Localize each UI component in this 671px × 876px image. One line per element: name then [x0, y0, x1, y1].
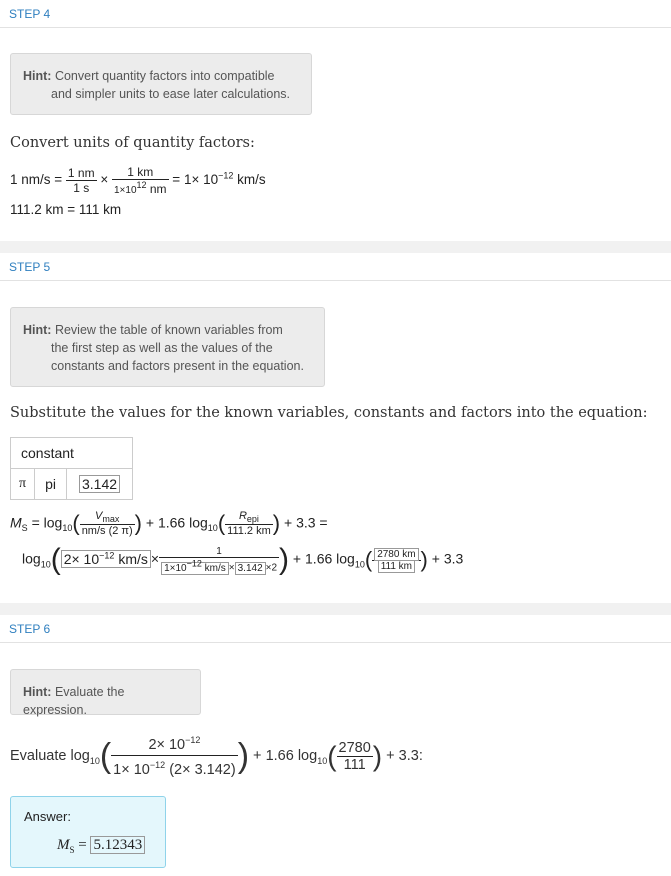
step-4-paragraph: Convert units of quantity factors:	[10, 135, 255, 151]
fraction: $\frac{1}{1\times 10^{-12} km/s \times 3.142 \times 2}$	[159, 546, 279, 573]
section-separator	[0, 241, 671, 253]
evaluate-expression: Evaluate $\log_{10}$( $\frac{2\times 10^{-12}}{1\times 10^{-12} (2\times 3.142)}$ ) + 1.66 $\log_{10}$( $\frac{2780}{111}$ ) + 3.3:	[10, 735, 423, 778]
fraction: $\frac{1 km}{1\times 10^{12} nm}$	[113, 165, 167, 196]
hint-label: Hint:	[23, 69, 52, 83]
step-6-header	[0, 615, 671, 643]
distance-conversion: 111.2 km = 111 km	[10, 202, 122, 217]
step-4-hint	[10, 53, 312, 115]
step-6-hint	[10, 669, 201, 715]
step-4-header	[0, 0, 671, 28]
step-4-label: STEP 4	[9, 7, 51, 21]
substituted-equation: $\log_{10}$( $2\times 10^{-12}$ km/s × $\frac{1}{1\times 10^{-12} km/s \times 3.142 \times 2}$ ) + 1.66 $\log_{10}$( $\frac{2780 km}{111 km}$ ) + 3.3	[22, 543, 464, 576]
fraction: $\frac{1 nm}{1 s}$	[67, 166, 95, 195]
hint-text-1: Convert quantity factors into compatible	[54, 69, 275, 83]
fraction: $\frac{V_{max}}{nm/s (2 \pi)}$	[81, 510, 133, 538]
fraction: $\frac{2780}{111}$	[338, 739, 371, 773]
table-header: constant	[11, 438, 133, 469]
answer-value: $M_S = 5.12343$	[57, 837, 145, 855]
step-5-hint	[10, 307, 325, 387]
fraction: $\frac{R_{epi}}{111.2 km}$	[227, 510, 271, 538]
table-row: π pi 3.142	[11, 469, 133, 500]
step-6-label: STEP 6	[9, 622, 51, 636]
fraction: $\frac{2780 km}{111 km}$	[372, 549, 420, 572]
hint-label: Hint:	[23, 685, 52, 699]
hint-text-1: Evaluate the expression.	[23, 685, 125, 717]
hint-text-2: the first step as well as the values of the	[51, 341, 273, 355]
hint-text-2: and simpler units to ease later calculations.	[51, 87, 291, 101]
hint-text-1: Review the table of known variables from	[54, 323, 283, 337]
hint-text-3: constants and factors present in the equation.	[51, 359, 304, 373]
constants-table	[10, 437, 133, 500]
fraction: $\frac{2\times 10^{-12}}{1\times 10^{-12} (2\times 3.142)}$	[113, 735, 236, 778]
step-5-header	[0, 253, 671, 281]
answer-label: Answer:	[24, 809, 71, 824]
step-5-label: STEP 5	[9, 260, 51, 274]
answer-box	[10, 796, 166, 868]
result-value: 5.12343	[90, 836, 145, 854]
hint-label: Hint:	[23, 323, 52, 337]
section-separator	[0, 603, 671, 615]
unit-conversion-equation: 1 nm/s = $\frac{1 nm}{1 s}$ × $\frac{1 km}{1\times 10^{12} nm}$ = $1\times 10^{-12}$ km/s	[10, 165, 266, 196]
step-5-paragraph: Substitute the values for the known variables, constants and factors into the equation:	[10, 405, 648, 421]
magnitude-equation: $M_S = \log_{10}$( $\frac{V_{max}}{nm/s (2 \pi)}$ ) + 1.66 $\log_{10}$( $\frac{R_{epi}}{111.2 km}$ ) + 3.3 =	[10, 510, 328, 538]
